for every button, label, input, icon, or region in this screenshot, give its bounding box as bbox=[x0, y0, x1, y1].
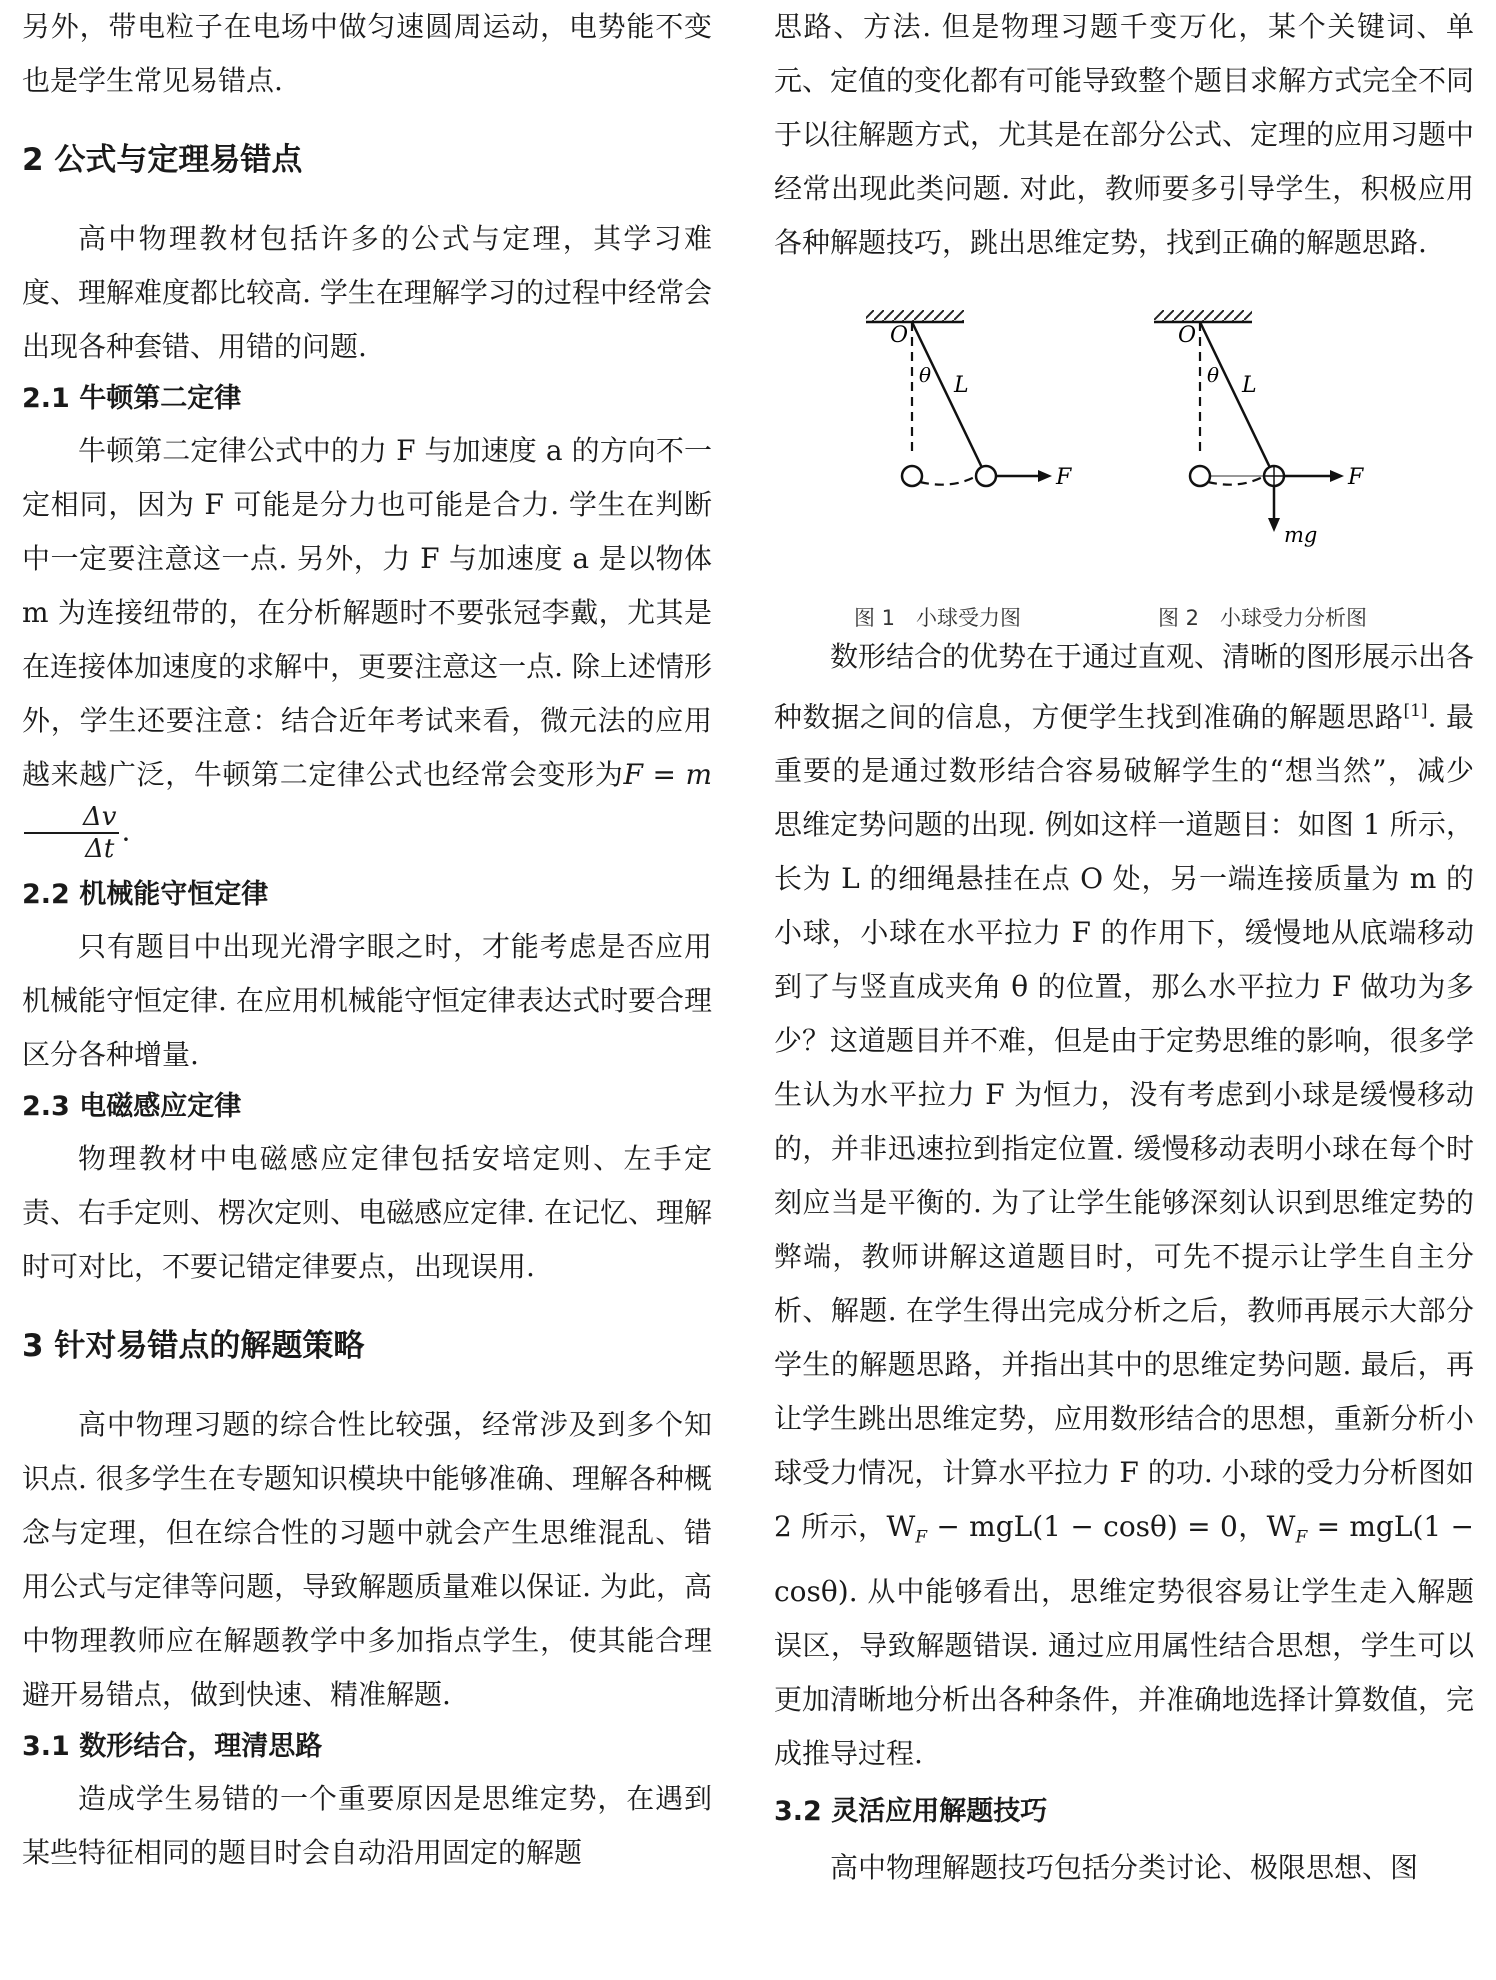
paragraph-newton-law bbox=[22, 424, 712, 864]
section-2-heading: 2 公式与定理易错点 bbox=[22, 142, 303, 178]
label-mg-2: mg bbox=[1284, 523, 1318, 547]
label-L-2: L bbox=[1242, 373, 1257, 398]
force-arrowhead-1 bbox=[1038, 470, 1052, 482]
formula-fraction bbox=[24, 802, 119, 864]
subscript-F-2: F bbox=[1295, 1527, 1308, 1548]
ceiling-hatch-2 bbox=[1154, 310, 1252, 322]
arc-1 bbox=[920, 474, 980, 485]
section-3-heading: 3 针对易错点的解题策略 bbox=[22, 1328, 365, 1364]
figure-1-caption: 图 1 小球受力图 bbox=[854, 606, 1022, 630]
paragraph-induction-law: 物理教材中电磁感应定律包括安培定则、左手定责、右手定则、楞次定则、电磁感应定律. 在记忆、理解时可对比，不要记错定律要点，出现误用. bbox=[22, 1142, 712, 1283]
paragraph-section-3-2: 高中物理解题技巧包括分类讨论、极限思想、图 bbox=[830, 1850, 1419, 1884]
figures bbox=[774, 300, 1474, 630]
paragraph-continued: 思路、方法. 但是物理习题千变万化，某个关键词、单元、定值的变化都有可能导致整个题目求解方式完全不同于以往解题方式，尤其是在部分公式、定理的应用习题中经常出现此类问题. 对此，教师要多引导学生，积极应用各种解题技巧，跳出思维定势，找到正确的解题思路. bbox=[774, 10, 1475, 259]
paragraph-section-3-1: 造成学生易错的一个重要原因是思维定势，在遇到某些特征相同的题目时会自动沿用固定的解题 bbox=[22, 1782, 712, 1869]
main-text-c: − mgL(1 − cosθ) = 0，W bbox=[927, 1510, 1296, 1544]
main-text-d: = mgL(1 − cosθ). 从中能够看出，思维定势很容易让学生走入解题误区，导致解题错误. 通过应用属性结合思想，学生可以更加清晰地分析出各种条件，并准确地选择计算数值，完成推导过程. bbox=[774, 1510, 1475, 1770]
label-theta-1: θ bbox=[919, 363, 932, 387]
label-theta-2: θ bbox=[1207, 363, 1220, 387]
subsection-2-1-heading: 2.1 牛顿第二定律 bbox=[22, 383, 242, 414]
formula-end: . bbox=[121, 814, 131, 848]
paragraph-section-2: 高中物理教材包括许多的公式与定理，其学习难度、理解难度都比较高. 学生在理解学习的过程中经常会出现各种套错、用错的问题. bbox=[22, 222, 712, 363]
newton-law-text: 牛顿第二定律公式中的力 F 与加速度 a 的方向不一定相同，因为 F 可能是分力也可能是合力. 学生在判断中一定要注意这一点. 另外，力 F 与加速度 a 是以物体 m 为连接纽带的，在分析解题时不要张冠李戴，尤其是在连接体加速度的求解中，更要注意这一点. 除上述情形外，学生还要注意：结合近年考试来看，微元法的应用越来越广泛，牛顿第二定律公式也经常会变形为 bbox=[22, 434, 712, 791]
figure-2-pendulum bbox=[1154, 310, 1364, 547]
main-text-b: . 最重要的是通过数形结合容易破解学生的“想当然”，减少思维定势问题的出现. 例如这样一道题目：如图 1 所示，长为 L 的细绳悬挂在点 O 处，另一端连接质量为 m 的小球，小球在水平拉力 F 的作用下，缓慢地从底端移动到了与竖直成夹角 θ 的位置，那么水平拉力 F 做功为多少？这道题目并不难，但是由于定势思维的影响，很多学生认为水平拉力 F 为恒力，没有考虑到小球是缓慢移动的，并非迅速拉到指定位置. 缓慢移动表明小球在每个时刻应当是平衡的. 为了让学生能够深刻认识到思维定势的弊端，教师讲解这道题目时，可先不提示让学生自主分析、解题. 在学生得出完成分析之后，教师再展示大部分学生的解题思路，并指出其中的思维定势问题. 最后，再让学生跳出思维定势，应用数形结合的思想，重新分析小球受力情况，计算水平拉力 F 的功. 小球的受力分析图如 2 所示，W bbox=[774, 700, 1475, 1544]
formula-numerator: Δv bbox=[24, 802, 119, 834]
formula-denominator: Δt bbox=[85, 834, 115, 864]
figure-2-caption: 图 2 小球受力分析图 bbox=[1158, 606, 1368, 630]
paragraph-section-3: 高中物理习题的综合性比较强，经常涉及到多个知识点. 很多学生在专题知识模块中能够准确、理解各种概念与定理，但在综合性的习题中就会产生思维混乱、错用公式与定律等问题，导致解题质量难以保证. 为此，高中物理教师应在解题教学中多加指点学生，使其能合理避开易错点，做到快速、精准解题. bbox=[22, 1408, 712, 1711]
label-O-2: O bbox=[1178, 323, 1197, 348]
paragraph-main bbox=[774, 630, 1474, 1781]
subsection-2-3-heading: 2.3 电磁感应定律 bbox=[22, 1091, 242, 1122]
ceiling-hatch-1 bbox=[866, 310, 964, 322]
string-2 bbox=[1200, 322, 1274, 476]
paragraph-intro: 另外，带电粒子在电场中做匀速圆周运动，电势能不变也是学生常见易错点. bbox=[22, 10, 712, 97]
label-F-1: F bbox=[1056, 465, 1072, 490]
formula-lhs: F = m bbox=[623, 758, 712, 791]
subsection-3-2-heading: 3.2 灵活应用解题技巧 bbox=[774, 1795, 1048, 1827]
label-O-1: O bbox=[890, 323, 909, 348]
reference-1: [1] bbox=[1403, 701, 1428, 721]
ball-bottom-2 bbox=[1190, 466, 1210, 486]
force-arrowhead-2 bbox=[1330, 470, 1344, 482]
left-column bbox=[22, 0, 712, 1880]
pendulum-figures bbox=[774, 300, 1474, 600]
subsection-2-2-heading: 2.2 机械能守恒定律 bbox=[22, 879, 269, 910]
ball-1 bbox=[976, 466, 996, 486]
figure-1-pendulum bbox=[866, 310, 1072, 490]
subscript-F-1: F bbox=[915, 1527, 928, 1548]
subsection-3-1-heading: 3.1 数形结合，理清思路 bbox=[22, 1731, 323, 1762]
paragraph-energy-law: 只有题目中出现光滑字眼之时，才能考虑是否应用机械能守恒定律. 在应用机械能守恒定律表达式时要合理区分各种增量. bbox=[22, 930, 712, 1071]
gravity-arrowhead-2 bbox=[1268, 518, 1280, 532]
string-1 bbox=[912, 322, 986, 476]
label-L-1: L bbox=[954, 373, 969, 398]
label-F-2: F bbox=[1348, 465, 1364, 490]
ball-bottom-1 bbox=[902, 466, 922, 486]
right-column bbox=[774, 0, 1474, 1895]
main-text-a: 数形结合的优势在于通过直观、清晰的图形展示出各种数据之间的信息，方便学生找到准确的解题思路 bbox=[774, 640, 1475, 734]
